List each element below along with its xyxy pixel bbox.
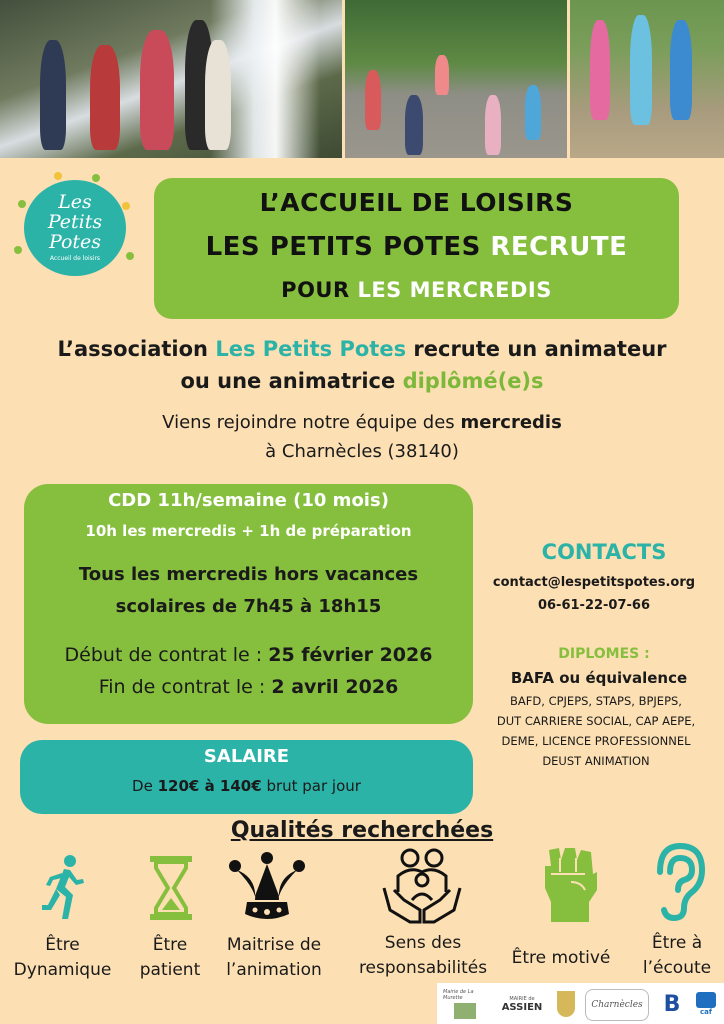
contact-phone[interactable]: 06-61-22-07-66: [537, 598, 651, 613]
diplomas-line-4: DEUST ANIMATION: [542, 754, 650, 768]
partner-crest: [553, 989, 579, 1019]
partner-caf: caf: [691, 989, 721, 1019]
partner-mairie-murette: Mairie de La Murette: [443, 989, 487, 1019]
logo-decoration: [92, 174, 100, 182]
hourglass-icon: [148, 854, 194, 922]
child-figure: [365, 70, 381, 130]
contract-end: Fin de contrat le : 2 avril 2026: [98, 676, 399, 698]
diplomas-title: DIPLOMES :: [558, 646, 650, 662]
title-line-1: L’ACCUEIL DE LOISIRS: [259, 188, 574, 217]
location-text: à Charnècles (38140): [265, 441, 459, 462]
contract-details-box: [24, 484, 473, 724]
child-figure: [670, 20, 692, 120]
logo-decoration: [54, 172, 62, 180]
contract-start: Début de contrat le : 25 février 2026: [64, 644, 433, 666]
title-banner: [154, 178, 679, 319]
qualities-title: Qualités recherchées: [230, 818, 494, 843]
family-care-icon: [380, 848, 464, 928]
child-figure: [90, 45, 120, 150]
partner-mairie-assien: MAIRIE de ASSIEN: [501, 995, 543, 1013]
quality-listening: Être à l’écoute: [642, 933, 712, 978]
child-figure: [405, 95, 423, 155]
jester-hat-icon: [227, 852, 307, 924]
child-figure: [140, 30, 174, 150]
diplomas-main: BAFA ou équivalence: [510, 669, 688, 687]
child-figure: [40, 40, 66, 150]
contact-email[interactable]: contact@lespetitspotes.org: [492, 575, 696, 590]
salary-title: SALAIRE: [203, 746, 290, 767]
child-figure: [630, 15, 652, 125]
child-figure: [525, 85, 541, 140]
quality-animation: Maitrise de l’animation: [226, 935, 322, 980]
logo-wordmark: Les Petits Potes: [47, 191, 103, 253]
partner-logos: [437, 983, 724, 1024]
raised-fist-icon: [541, 846, 599, 924]
join-text: Viens rejoindre notre équipe des mercredis: [162, 412, 562, 433]
ear-icon: [648, 842, 706, 922]
photo-waterfall: [0, 0, 342, 158]
child-figure: [205, 40, 231, 150]
quality-patient: Être patient: [139, 935, 201, 980]
contract-title: CDD 11h/semaine (10 mois): [108, 490, 389, 511]
child-figure: [485, 95, 501, 155]
partner-b-logo: B: [663, 991, 681, 1017]
salary-box: [20, 740, 473, 814]
diplomas-line-3: DEME, LICENCE PROFESSIONNEL: [501, 734, 691, 748]
contract-hours: 10h les mercredis + 1h de préparation: [85, 522, 412, 540]
salary-amount: De 120€ à 140€ brut par jour: [132, 777, 361, 795]
quality-dynamic: Être Dynamique: [13, 935, 112, 980]
contacts-title: CONTACTS: [541, 540, 667, 564]
logo-subtitle: Accueil de loisirs: [49, 255, 101, 262]
title-line-3: POUR LES MERCREDIS: [281, 278, 552, 302]
schedule-line-2: scolaires de 7h45 à 18h15: [115, 596, 382, 617]
quality-responsibility: Sens des responsabilités: [358, 933, 488, 978]
les-petits-potes-logo: [14, 172, 132, 282]
diplomas-line-2: DUT CARRIERE SOCIAL, CAP AEPE,: [496, 714, 696, 728]
photo-group: [570, 0, 724, 158]
intro-line-2: ou une animatrice diplômé(e)s: [180, 369, 544, 393]
title-line-2: LES PETITS POTES RECRUTE: [205, 232, 628, 262]
intro-line-1: L’association Les Petits Potes recrute un animateur: [57, 337, 667, 361]
photo-playground: [345, 0, 567, 158]
quality-motivated: Être motivé: [511, 948, 611, 968]
schedule-line-1: Tous les mercredis hors vacances: [78, 564, 419, 585]
child-figure: [590, 20, 610, 120]
runner-icon: [40, 853, 86, 925]
child-figure: [435, 55, 449, 95]
partner-charnecles: Charnècles: [585, 989, 649, 1021]
diplomas-line-1: BAFD, CPJEPS, STAPS, BPJEPS,: [510, 694, 682, 708]
